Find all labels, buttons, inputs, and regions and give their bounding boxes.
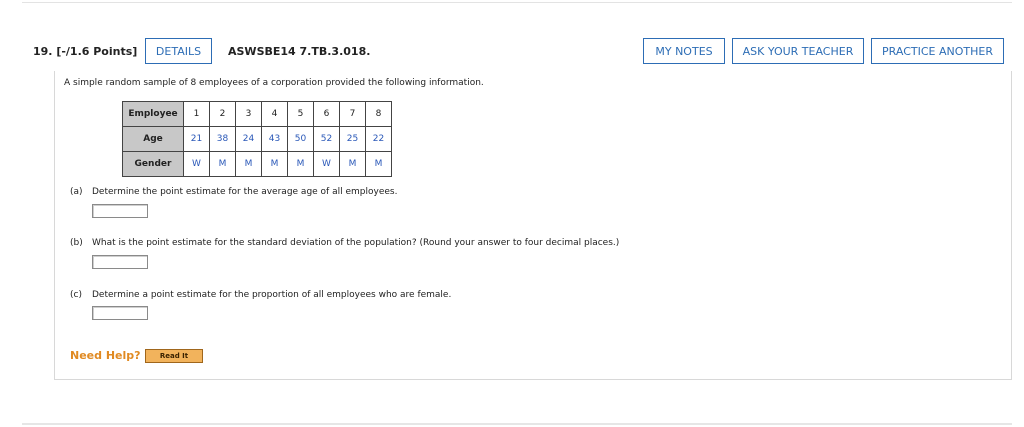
table-cell: 50 — [288, 127, 314, 152]
part-a-letter: (a) — [70, 187, 83, 197]
part-a-answer-input[interactable] — [92, 204, 148, 218]
part-b-prompt — [70, 238, 619, 248]
table-cell: 22 — [366, 127, 392, 152]
question-code: ASWSBE14 7.TB.3.018. — [228, 45, 371, 58]
question-intro: A simple random sample of 8 employees of a corporation provided the following information. — [64, 78, 484, 88]
part-b-letter: (b) — [70, 238, 83, 248]
table-cell: 38 — [210, 127, 236, 152]
part-a-text: Determine the point estimate for the average age of all employees. — [92, 187, 398, 197]
part-c-prompt — [70, 290, 451, 300]
table-cell: M — [288, 152, 314, 177]
table-cell: 52 — [314, 127, 340, 152]
table-cell: M — [340, 152, 366, 177]
table-cell: M — [210, 152, 236, 177]
table-cell: 8 — [366, 102, 392, 127]
table-cell: 5 — [288, 102, 314, 127]
table-row — [123, 127, 392, 152]
table-cell: 1 — [184, 102, 210, 127]
need-help-label: Need Help? — [70, 349, 141, 362]
table-row — [123, 102, 392, 127]
read-it-button[interactable]: Read It — [145, 349, 203, 363]
practice-another-button[interactable]: PRACTICE ANOTHER — [871, 38, 1004, 64]
table-row — [123, 152, 392, 177]
row-header-employee: Employee — [123, 102, 184, 127]
table-cell: W — [314, 152, 340, 177]
bottom-divider — [22, 423, 1012, 425]
part-c-letter: (c) — [70, 290, 82, 300]
table-cell: 24 — [236, 127, 262, 152]
part-c-text: Determine a point estimate for the proportion of all employees who are female. — [92, 290, 452, 300]
row-header-age: Age — [123, 127, 184, 152]
top-divider — [22, 2, 1012, 3]
table-cell: W — [184, 152, 210, 177]
table-cell: 2 — [210, 102, 236, 127]
part-b-answer-input[interactable] — [92, 255, 148, 269]
row-header-gender: Gender — [123, 152, 184, 177]
table-cell: 7 — [340, 102, 366, 127]
part-b-text: What is the point estimate for the standard deviation of the population? (Round your answer to four decimal places.) — [92, 238, 620, 248]
part-c-answer-input[interactable] — [92, 306, 148, 320]
table-cell: 43 — [262, 127, 288, 152]
table-cell: 3 — [236, 102, 262, 127]
ask-your-teacher-button[interactable]: ASK YOUR TEACHER — [732, 38, 864, 64]
table-cell: 25 — [340, 127, 366, 152]
table-cell: M — [236, 152, 262, 177]
question-number: 19. [-/1.6 Points] — [33, 45, 138, 58]
table-cell: 21 — [184, 127, 210, 152]
employee-data-table — [122, 101, 392, 177]
my-notes-button[interactable]: MY NOTES — [643, 38, 725, 64]
part-a-prompt — [70, 187, 397, 197]
table-cell: 6 — [314, 102, 340, 127]
table-cell: M — [262, 152, 288, 177]
table-cell: 4 — [262, 102, 288, 127]
table-cell: M — [366, 152, 392, 177]
details-button[interactable]: DETAILS — [145, 38, 212, 64]
